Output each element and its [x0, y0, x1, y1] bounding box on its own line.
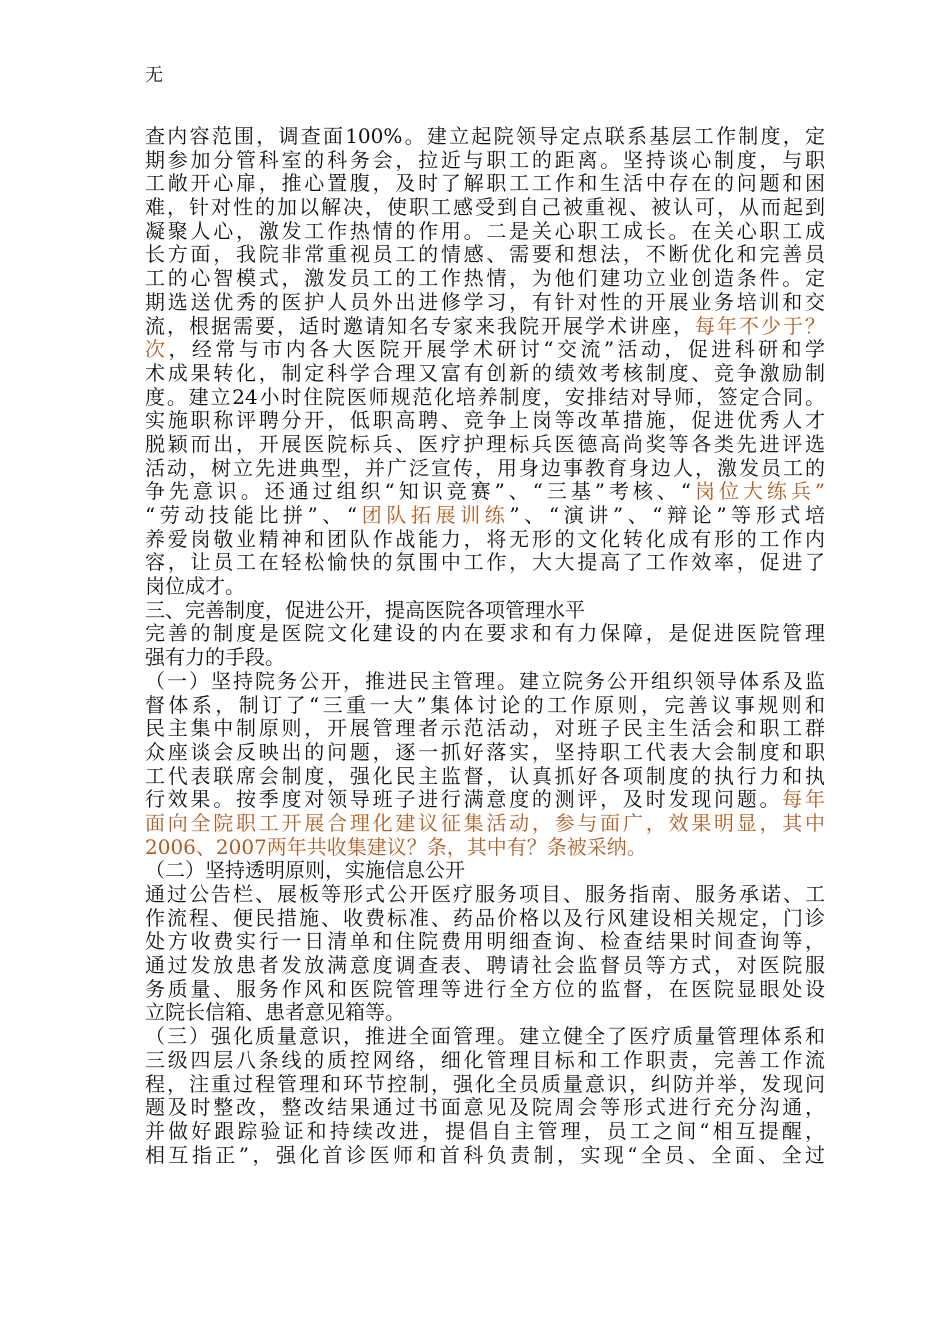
text-line	[145, 338, 825, 362]
text-segment: 查内容范围，调查面100%。建立起院领导定点联系基层工作制度，定	[145, 124, 825, 148]
text-line	[145, 812, 825, 836]
text-segment: ”、“演讲”、“辩论”等形式培	[509, 503, 826, 527]
text-segment: 争先意识。还通过组织“知识竞赛”、“三基”考核、“	[145, 479, 692, 504]
text-line	[145, 409, 825, 433]
text-segment: 众座谈会反映出的问题，逐一抓好落实，坚持职工代表大会制度和职	[145, 739, 825, 764]
text-segment: 术成果转化，制定科学合理又富有创新的绩效考核制度、竞争激励制	[145, 360, 825, 385]
text-line	[145, 172, 825, 196]
text-line	[145, 291, 825, 315]
text-line	[145, 1120, 825, 1144]
text-segment: 流，根据需要，适时邀请知名专家来我院开展学术讲座，	[145, 313, 695, 338]
text-line	[145, 859, 825, 883]
text-segment: 行效果。按季度对领导班子进行满意度的测评，及时发现问题。	[145, 787, 783, 812]
document-body	[145, 125, 825, 1167]
text-line	[145, 1025, 825, 1049]
text-line	[145, 362, 825, 386]
text-segment: 期参加分管科室的科务会，拉近与职工的距离。坚持谈心制度，与职	[145, 147, 825, 172]
text-line	[145, 457, 825, 481]
text-line	[145, 978, 825, 1002]
text-segment: 通过公告栏、展板等形式公开医疗服务项目、服务指南、服务承诺、工	[145, 882, 825, 906]
text-segment: 督体系，制订了“三重一大”集体讨论的工作原则，完善议事规则和	[145, 692, 825, 717]
text-line	[145, 1096, 825, 1120]
text-segment: 长方面，我院非常重视员工的情感、需要和想法，不断优化和完善员	[145, 242, 825, 267]
text-segment: 完善的制度是医院文化建设的内在要求和有力保障，是促进医院管理	[145, 621, 825, 646]
text-segment: 民主集中制原则，开展管理者示范活动，对班子民主生活会和职工群	[145, 716, 825, 741]
text-segment: 并做好跟踪验证和持续改进，提倡自主管理，员工之间“相互提醒，	[145, 1118, 825, 1143]
text-segment: 作流程、便民措施、收费标准、药品价格以及行风建设相关规定，门诊	[145, 905, 825, 930]
text-segment: “劳动技能比拼”、“	[145, 503, 358, 527]
highlighted-text: 次	[145, 337, 169, 362]
text-segment: 三级四层八条线的质控网络，细化管理目标和工作职责，完善工作流	[145, 1047, 825, 1072]
text-segment: 期选送优秀的医护人员外出进修学习，有针对性的开展业务培训和交	[145, 289, 825, 314]
text-segment: 难，针对性的加以解决，使职工感受到自己被重视、被认可，从而起到	[145, 195, 825, 220]
text-segment: 程，注重过程管理和环节控制，强化全员质量意识，纠防并举，发现问	[145, 1071, 825, 1096]
text-segment: （二）坚持透明原则，实施信息公开	[145, 858, 465, 883]
text-segment: 度。建立24小时住院医师规范化培养制度，安排结对导师，签定合同。	[145, 384, 825, 409]
text-line	[145, 267, 825, 291]
text-segment: ，经常与市内各大医院开展学术研讨“交流”活动，促进科研和学	[168, 337, 826, 362]
text-line	[145, 836, 825, 860]
text-segment: 相互指正”，强化首诊医师和首科负责制，实现“全员、全面、全过	[145, 1142, 825, 1167]
text-line	[145, 622, 825, 646]
text-line	[145, 149, 825, 173]
text-line	[145, 694, 825, 718]
text-line	[145, 1144, 825, 1168]
text-line	[145, 528, 825, 552]
text-line	[145, 243, 825, 267]
text-line	[145, 480, 825, 504]
text-line	[145, 220, 825, 244]
text-segment: （三）强化质量意识，推进全面管理。建立健全了医疗质量管理体系和	[145, 1024, 825, 1049]
highlighted-text: 团队拓展训练	[357, 503, 510, 527]
highlighted-text: 面向全院职工开展合理化建议征集活动，参与面广，效果明显，其中	[145, 810, 825, 835]
text-line	[145, 765, 825, 789]
text-line	[145, 907, 825, 931]
text-segment: 凝聚人心，激发工作热情的作用。二是关心职工成长。在关心职工成	[145, 218, 825, 243]
text-segment: 实施职称评聘分开，低职高聘、竞争上岗等改革措施，促进优秀人才	[145, 408, 825, 433]
text-line	[145, 1049, 825, 1073]
text-line	[145, 670, 825, 694]
text-segment: 处方收费实行一日清单和住院费用明细查询、检查结果时间查询等，	[145, 929, 825, 954]
text-segment: 脱颖而出，开展医院标兵、医疗护理标兵医德高尚奖等各类先进评选	[145, 431, 825, 456]
text-line	[145, 741, 825, 765]
text-line	[145, 551, 825, 575]
text-line	[145, 599, 825, 623]
text-line	[145, 883, 825, 907]
text-segment: 养爱岗敬业精神和团队作战能力，将无形的文化转化成有形的工作内	[145, 526, 825, 551]
text-line	[145, 954, 825, 978]
text-line	[145, 717, 825, 741]
text-segment: 工代表联席会制度，强化民主监督，认真抓好各项制度的执行力和执	[145, 763, 825, 788]
highlighted-text: 2006、2007两年共收集建议？条，其中有？条被采纳。	[145, 834, 647, 859]
highlighted-text: 每年	[782, 787, 826, 812]
text-segment: 工敞开心扉，推心置腹，及时了解职工工作和生活中存在的问题和困	[145, 171, 825, 196]
text-line	[145, 433, 825, 457]
text-line	[145, 125, 825, 149]
highlighted-text: 每年不少于？	[695, 313, 825, 338]
text-segment: （一）坚持院务公开，推进民主管理。建立院务公开组织领导体系及监	[145, 668, 825, 693]
text-segment: 工的心智模式，激发员工的工作热情，为他们建功立业创造条件。定	[145, 266, 825, 291]
highlighted-text: 岗位大练兵”	[691, 479, 825, 504]
text-line	[145, 575, 825, 599]
text-line	[145, 646, 825, 670]
text-line	[145, 788, 825, 812]
text-line	[145, 1073, 825, 1097]
page-header: 无	[145, 65, 163, 86]
text-line	[145, 315, 825, 339]
text-line	[145, 386, 825, 410]
text-segment: 三、完善制度，促进公开，提高医院各项管理水平	[145, 597, 585, 622]
text-segment: 强有力的手段。	[145, 645, 285, 670]
text-segment: 岗位成才。	[145, 574, 245, 599]
text-segment: 容，让员工在轻松愉快的氛围中工作，大大提高了工作效率，促进了	[145, 550, 825, 575]
text-line	[145, 1001, 825, 1025]
text-segment: 题及时整改，整改结果通过书面意见及院周会等形式进行充分沟通，	[145, 1095, 825, 1120]
text-line	[145, 196, 825, 220]
text-segment: 务质量、服务作风和医院管理等进行全方位的监督，在医院显眼处设	[145, 976, 825, 1001]
text-segment: 活动，树立先进典型，并广泛宣传，用身边事教育身边人，激发员工的	[145, 455, 825, 480]
text-line	[145, 930, 825, 954]
text-segment: 通过发放患者发放满意度调查表、聘请社会监督员等方式，对医院服	[145, 953, 825, 978]
text-line	[145, 504, 825, 528]
text-segment: 立院长信箱、患者意见箱等。	[145, 1000, 405, 1025]
